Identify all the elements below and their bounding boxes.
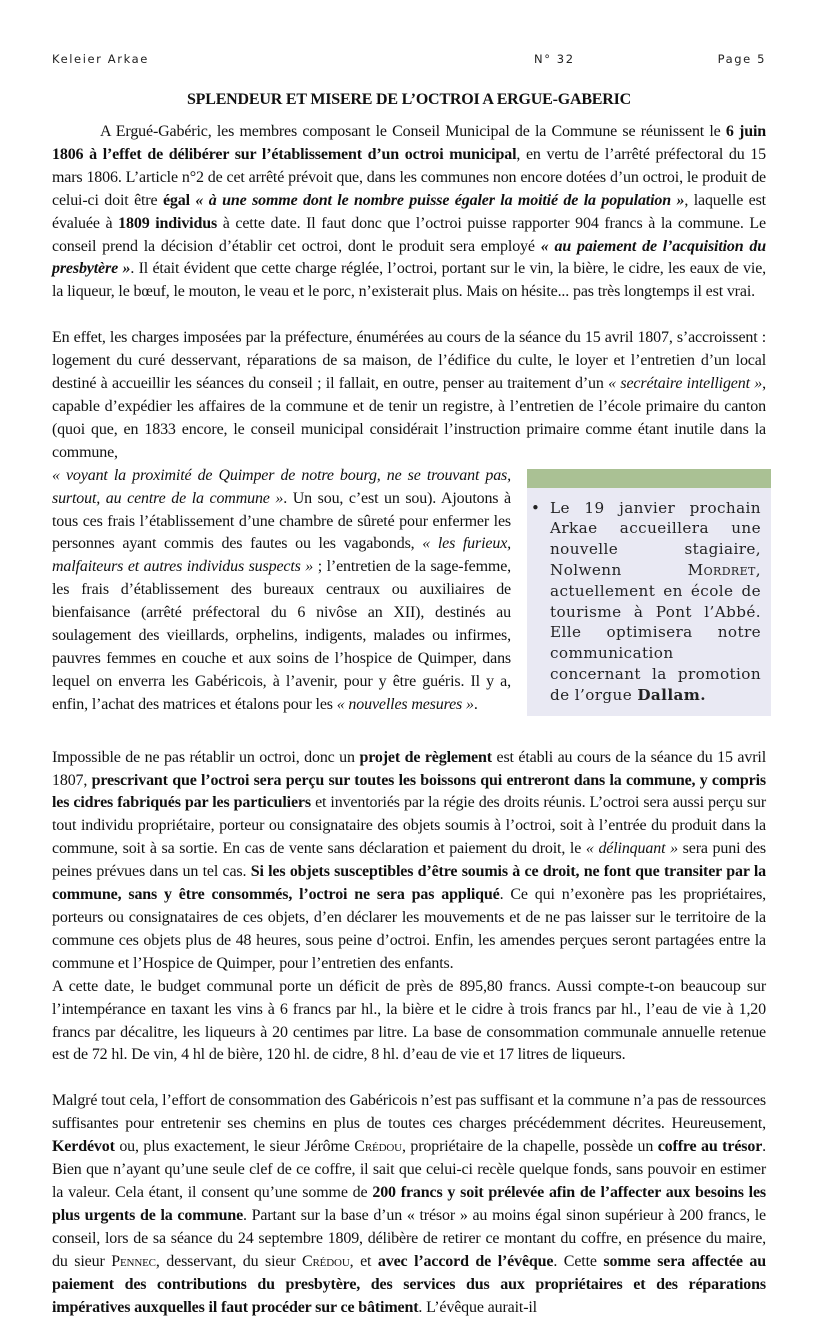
text: , et <box>349 1252 378 1270</box>
text: sera puni des peines prévues dans un tel cas. <box>52 840 766 881</box>
emphasis-bold: projet de règlement <box>359 748 492 766</box>
announcement-box <box>527 469 771 716</box>
text: et inventoriés par la régie des droits réunis. L’octroi sera aussi perçu sur tout individu propriétaire, porteur ou consignataire des objets soumis à l’octroi, soit à l’entrée du produit dans la commune, soit à sa sortie. En cas de vente sans déclaration et paiement du droit, le <box>52 794 767 858</box>
text: Le 19 janvier prochain Arkae accueillera une nouvelle stagiaire, Nolwenn <box>550 498 761 580</box>
emphasis-bold: 200 francs y soit prélevée afin de l’affecter aux besoins les plus urgents de la commune <box>52 1183 767 1224</box>
paragraph-4: A cette date, le budget communal porte un déficit de près de 895,80 francs. Aussi compte-t-on beaucoup sur l’intempérance en taxant les vins à 6 francs par hl., la bière et le cidre à trois francs par hl., l’eau de vie à 1,20 francs par décalitre, les liqueurs à 20 centimes par litre. La base de consommation communale annuelle retenue est de 72 hl. De vin, 4 hl de bière, 120 hl. de cidre, 8 hl. d’eau de vie et 17 litres de liqueurs. <box>52 977 766 1064</box>
spacer <box>52 1067 766 1090</box>
emphasis-bold: égal <box>162 191 190 209</box>
text: . <box>473 695 478 713</box>
place-name: Kerdévot <box>52 1138 115 1156</box>
publication-name: Keleier Arkae <box>52 52 149 66</box>
text: . Un sou, c’est un sou). Ajoutons à tous ces frais l’établissement d’une chambre de sûreté pour enfermer les personnes ayant commis des fautes ou les vagabonds, <box>52 489 511 553</box>
text: , capable d’expédier les affaires de la commune et de tenir un registre, à l’entretien de l’école primaire du canton (quoi que, en 1833 encore, le conseil municipal considérait l’instruction primaire comme étant inutile dans la commune, <box>52 375 767 461</box>
text: Impossible de ne pas rétablir un octroi, donc un <box>52 748 360 766</box>
person-name: Crédou <box>354 1138 402 1156</box>
emphasis-bold: coffre au trésor <box>657 1138 763 1156</box>
text: A Ergué-Gabéric, les membres composant le Conseil Municipal de la Commune se réunissent le <box>100 123 726 140</box>
page-number: Page 5 <box>717 52 766 66</box>
article-body <box>52 121 766 1319</box>
text: Malgré tout cela, l’effort de consommation des Gabéricois n’est pas suffisant et la commune n’a pas de ressources suffisantes pour entretenir ses chemins en plus de toutes ces charges précédemment décrites. Heureusement, <box>52 1092 766 1133</box>
quote-italic: « secrétaire intelligent » <box>608 375 763 393</box>
announcement-content <box>527 488 771 716</box>
text: ; l’entretien de la sage-femme, les frais d’établissement des bureaux centraux ou auxiliaires de bienfaisance (arrêté préfectoral du 6 nivôse an XII), destinés au soulagement des vieillards, orphelins, indigents, malades ou infirmes, pauvres femmes en couche et aux soins de l’hospice de Quimper, dans lequel on enverra les Gabéricois, à l’avenir, pour y être guéris. Il y a, enfin, l’achat des matrices et étalons pour les <box>52 558 511 713</box>
text: , actuellement en école de tourisme à Pont l’Abbé. Elle optimisera notre communication concernant la promotion de l’orgue <box>550 561 761 704</box>
text: ou, plus exactement, le sieur Jérôme <box>114 1138 355 1156</box>
emphasis-bold: somme sera affectée au paiement des contributions du presbytère, des services dus aux propriétaires et des réparations impératives auxquelles il faut procéder sur ce bâtiment <box>52 1252 766 1316</box>
article-title: SPLENDEUR ET MISERE DE L’OCTROI A ERGUE-GABERIC <box>186 91 632 108</box>
person-name: Pennec <box>111 1252 156 1270</box>
text: En effet, les charges imposées par la préfecture, énumérées au cours de la séance du 15 avril 1807, s’accroissent : logement du curé desservant, réparations de sa maison, de l’édifice du culte, le loyer et l’entretien d’un local destiné à accueillir les séances du conseil ; il fallait, en outre, penser au traitement d’un <box>52 329 766 393</box>
text: , laquelle est évaluée à <box>52 191 766 232</box>
emphasis-bold: Si les objets susceptibles d’être soumis à ce droit, ne font que transiter par la commune, sans y être consommés, l’octroi ne sera pas appliqué <box>52 863 766 904</box>
text: . L’évêque aurait-il <box>418 1298 537 1316</box>
quote-italic: « les furieux, malfaiteurs et autres individus suspects » <box>52 535 511 576</box>
person-name: Mordret <box>687 561 756 580</box>
text: . Ce qui n’exonère pas les propriétaires, porteurs ou consignataires de ces objets, d’en déclarer les mouvements et de ne pas laisser sur le territoire de la commune ces objets plus de 48 heures, sous peine d’octroi. Enfin, les amendes perçues seront partagées entre la commune et l’Hospice de Quimper, pour l’entretien des enfants. <box>52 886 767 972</box>
paragraph-5 <box>52 1090 766 1319</box>
text: . Il était évident que cette charge réglée, l’octroi, portant sur le vin, la bière, le cidre, les eaux de vie, la liqueur, le bœuf, le mouton, le veau et le porc, n’existerait plus. Mais on hésite... pas très longtemps il est vrai. <box>52 260 766 301</box>
quote-italic: « nouvelles mesures » <box>336 695 474 713</box>
announcement-text <box>537 498 761 706</box>
person-name: Crédou <box>301 1252 350 1270</box>
quote-bold-italic: « à une somme dont le nombre puisse égaler la moitié de la population » <box>189 191 685 209</box>
spacer <box>52 304 766 327</box>
emphasis-bold: prescrivant que l’octroi sera perçu sur toutes les boissons qui entreront dans la commune, y compris les cidres fabriqués par les particuliers <box>52 771 766 812</box>
text: . Bien que n’ayant qu’une seule clef de ce coffre, il sait que celui-ci recèle quelque fonds, sans pouvoir en estimer la valeur. Cela étant, il consent qu’une somme de <box>52 1138 767 1201</box>
paragraph-2-wrap <box>52 327 766 716</box>
text: , en vertu de l’arrêté préfectoral du 15 mars 1806. L’article n°2 de cet arrêté prévoit que, dans les communes non encore dotées d’un octroi, le produit de celui-ci doit être <box>52 145 766 209</box>
paragraph-1 <box>52 121 766 304</box>
emphasis-bold: 6 juin 1806 à l’effet de délibérer sur l’établissement d’un octroi municipal <box>52 123 767 163</box>
text: . Cette <box>553 1252 604 1270</box>
emphasis-bold: 1809 individus <box>118 214 218 232</box>
paragraph-3 <box>52 747 766 976</box>
text: . Partant sur la base d’un « trésor » au moins égal sinon supérieur à 200 francs, le conseil, lors de sa séance du 24 septembre 1809, délibère de retirer ce montant du coffre, en présence du maire, du sieur <box>52 1206 766 1270</box>
text: est établi au cours de la séance du 15 avril 1807, <box>52 748 766 789</box>
quote-italic: « délinquant » <box>585 840 678 858</box>
quote-bold-italic: « au paiement de l’acquisition du presbytère » <box>52 237 766 278</box>
announcement-header-bar <box>527 469 771 488</box>
spacer <box>52 724 766 747</box>
issue-number: N° 32 <box>534 52 575 66</box>
text: à cette date. Il faut donc que l’octroi puisse rapporter 904 francs à la commune. Le conseil prend la décision d’établir cet octroi, dont le produit sera employé <box>52 214 766 255</box>
paragraph-2 <box>52 327 766 464</box>
text: , desservant, du sieur <box>155 1252 302 1270</box>
quote-italic: « voyant la proximité de Quimper de notre bourg, ne se trouvant pas, surtout, au centre de la commune » <box>52 466 511 507</box>
bullet-icon: • <box>531 498 541 517</box>
page-header <box>52 52 766 70</box>
emphasis-bold: Dallam. <box>637 685 706 704</box>
emphasis-bold: avec l’accord de l’évêque <box>377 1252 554 1270</box>
text: , propriétaire de la chapelle, possède un <box>401 1138 658 1156</box>
